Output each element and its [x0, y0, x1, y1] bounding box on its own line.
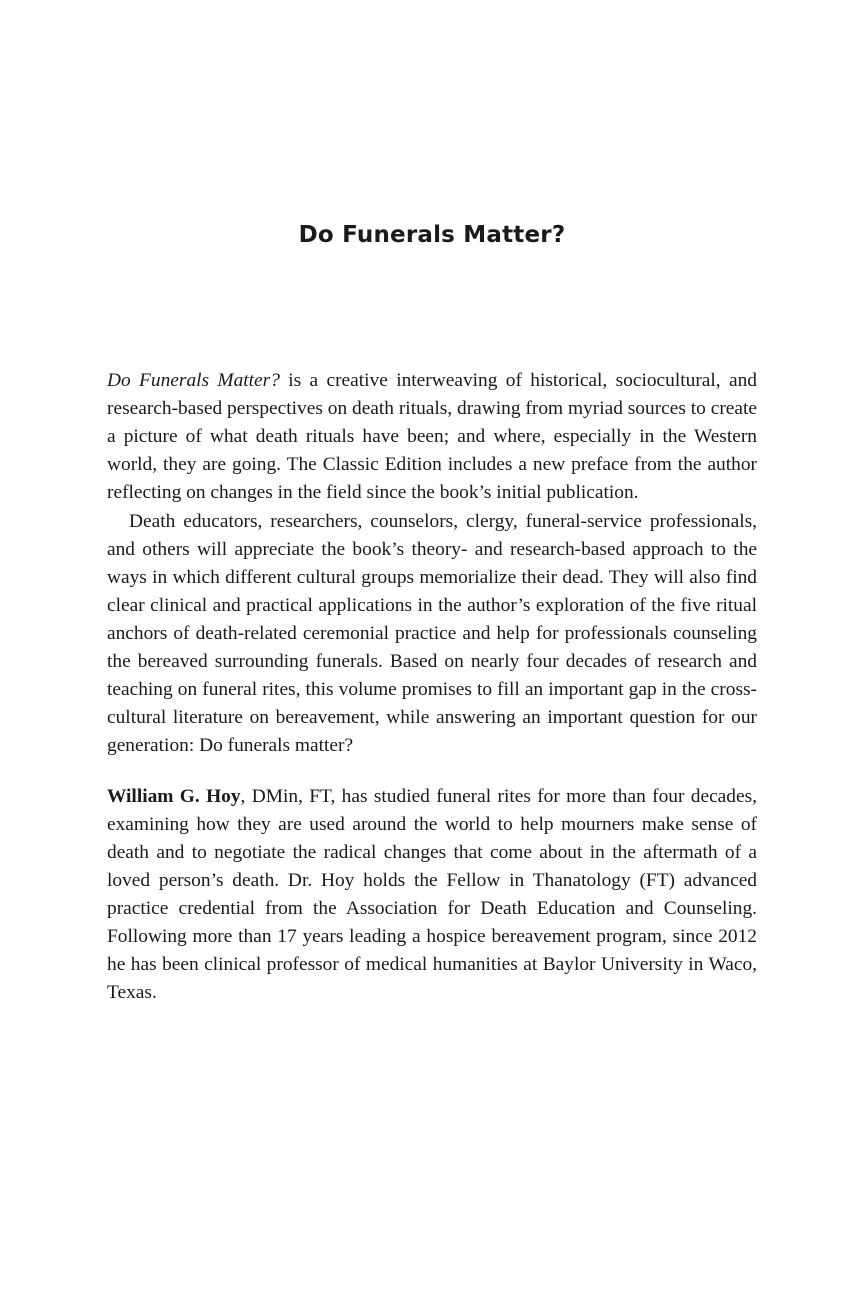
description-paragraph-1 — [107, 367, 757, 507]
author-bio — [107, 783, 757, 1007]
author-bio-text: , DMin, FT, has studied funeral rites for more than four decades, examining how they are used around the world to help mourners make sense of death and to negotiate the radical changes that come about in the aftermath of a loved person’s death. Dr. Hoy holds the Fellow in Thanatology (FT) advanced practice credential from the Association for Death Education and Counseling. Following more than 17 years leading a hospice bereavement program, since 2012 he has been clinical professor of medical humanities at Baylor University in Waco, Texas. — [107, 786, 757, 1003]
description-paragraph-1-text: is a creative interweaving of historical, sociocultural, and research-based perspectives on death rituals, drawing from myriad sources to create a picture of what death rituals have been; and where, especially in the Western world, they are going. The Classic Edition includes a new preface from the author reflecting on changes in the field since the book’s initial publication. — [107, 370, 757, 503]
page-title: Do Funerals Matter? — [298, 222, 566, 248]
description-paragraph-2: Death educators, researchers, counselors, clergy, funeral-service professionals, and others will appreciate the book’s theory- and research-based approach to the ways in which different cultural groups memorialize their dead. They will also find clear clinical and practical applications in the author’s exploration of the five ritual anchors of death-related ceremonial practice and help for professionals counseling the bereaved surrounding funerals. Based on nearly four decades of research and teaching on funeral rites, this volume promises to fill an important gap in the cross-cultural literature on bereavement, while answering an important question for our generation: Do funerals matter? — [107, 511, 757, 756]
author-name: William G. Hoy — [107, 786, 241, 807]
book-title-italic: Do Funerals Matter? — [107, 370, 280, 391]
